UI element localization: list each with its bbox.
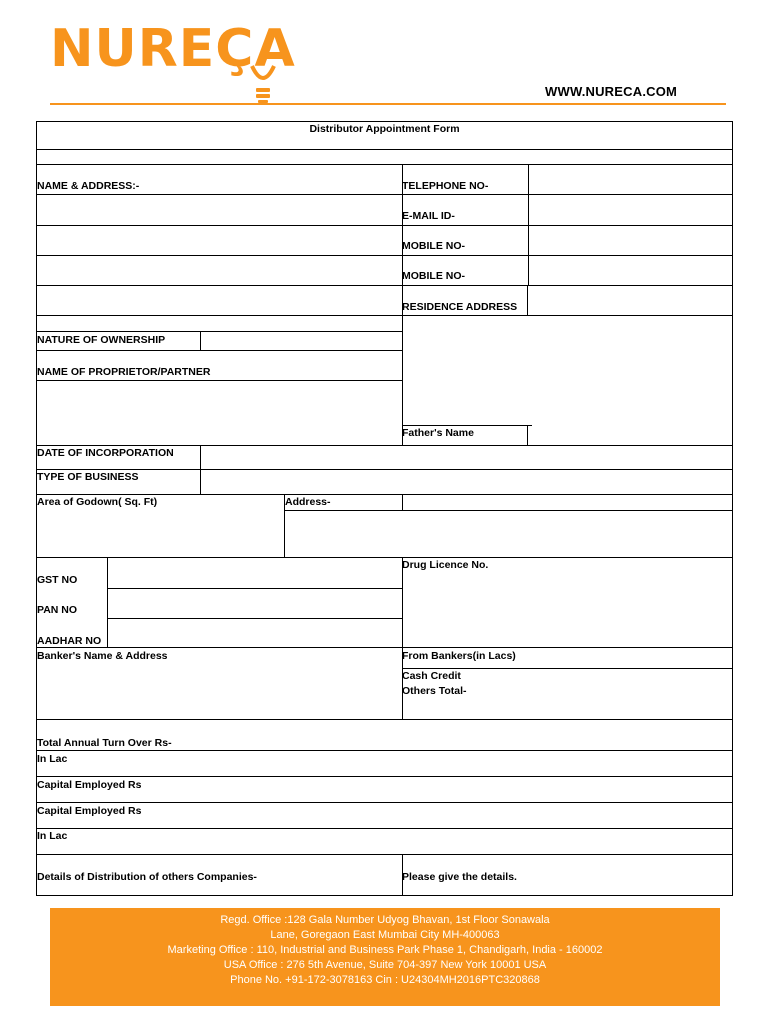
- ownership-label: NATURE OF OWNERSHIP: [37, 334, 166, 346]
- row-line: [107, 588, 402, 589]
- row-line: [37, 494, 732, 495]
- col-line: [200, 331, 201, 350]
- row-line: [37, 469, 732, 470]
- col-line: [402, 494, 403, 510]
- in-lac-label: In Lac: [37, 753, 68, 765]
- bulb-icon: [246, 64, 280, 106]
- row-line: [37, 331, 402, 332]
- row-line: [107, 618, 402, 619]
- aadhar-label: AADHAR NO: [37, 635, 102, 647]
- col-line: [402, 164, 403, 425]
- footer-line: Marketing Office : 110, Industrial and Business Park Phase 1, Chandigarh, India - 160002: [167, 944, 603, 956]
- address-label: Address-: [285, 496, 331, 508]
- cash-credit-label: Cash Credit: [402, 670, 461, 682]
- from-bankers-label: From Bankers(in Lacs): [402, 650, 516, 662]
- father-name-label: Father's Name: [402, 427, 474, 439]
- footer-line: USA Office : 276 5th Avenue, Suite 704-397 New York 10001 USA: [223, 959, 547, 971]
- capital-employed-label-2: Capital Employed Rs: [37, 805, 142, 817]
- row-line: [37, 854, 732, 855]
- header-divider: [50, 103, 726, 105]
- name-address-label: NAME & ADDRESS:-: [37, 180, 140, 192]
- website-link[interactable]: WWW.NURECA.COM: [545, 84, 678, 99]
- col-line: [200, 445, 201, 494]
- distribution-label: Details of Distribution of others Companies-: [37, 871, 257, 883]
- mobile-label: MOBILE NO-: [402, 240, 465, 252]
- incorporation-label: DATE OF INCORPORATION: [37, 447, 174, 459]
- others-total-label: Others Total-: [402, 685, 467, 697]
- footer-line: Lane, Goregaon East Mumbai City MH-400063: [270, 929, 500, 941]
- nureca-logo: [50, 18, 350, 90]
- proprietor-label: NAME OF PROPRIETOR/PARTNER: [37, 366, 211, 378]
- distributor-form: [36, 121, 733, 896]
- row-line: [37, 828, 732, 829]
- col-line: [527, 285, 528, 315]
- row-line: [37, 719, 732, 720]
- row-line: [37, 802, 732, 803]
- email-label: E-MAIL ID-: [402, 210, 455, 222]
- row-line: [37, 647, 732, 648]
- footer-line: Phone No. +91-172-3078163 Cin : U24304MH2016PTC320868: [230, 974, 540, 986]
- row-line: [37, 285, 732, 286]
- row-line: [37, 776, 732, 777]
- row-line: [284, 510, 732, 511]
- row-line: [37, 194, 732, 195]
- godown-label: Area of Godown( Sq. Ft): [37, 496, 158, 508]
- col-line: [107, 557, 108, 647]
- telephone-label: TELEPHONE NO-: [402, 180, 489, 192]
- banker-label: Banker's Name & Address: [37, 650, 168, 662]
- row-line: [37, 557, 732, 558]
- residence-address-label: RESIDENCE ADDRESS: [402, 301, 518, 313]
- drug-licence-label: Drug Licence No.: [402, 559, 489, 571]
- col-line: [527, 425, 528, 445]
- footer-line: Regd. Office :128 Gala Number Udyog Bhavan, 1st Floor Sonawala: [220, 914, 550, 926]
- row-line: [37, 315, 732, 316]
- row-line: [37, 750, 732, 751]
- turnover-label: Total Annual Turn Over Rs-: [37, 737, 172, 749]
- row-line: [37, 164, 732, 165]
- row-line: [402, 425, 532, 426]
- give-details-label: Please give the details.: [402, 871, 517, 883]
- in-lac-label-2: In Lac: [37, 830, 68, 842]
- row-line: [37, 255, 732, 256]
- row-line: [402, 668, 732, 669]
- capital-employed-label: Capital Employed Rs: [37, 779, 142, 791]
- footer-contact: [50, 908, 720, 1006]
- col-line: [528, 164, 529, 285]
- row-line: [37, 225, 732, 226]
- row-line: [37, 380, 402, 381]
- row-line: [37, 445, 732, 446]
- row-line: [37, 350, 402, 351]
- pan-label: PAN NO: [37, 604, 78, 616]
- gst-label: GST NO: [37, 574, 78, 586]
- form-title: Distributor Appointment Form: [309, 123, 460, 135]
- logo-text: NUREÇA: [50, 19, 296, 79]
- mobile-label-2: MOBILE NO-: [402, 270, 465, 282]
- business-type-label: TYPE OF BUSINESS: [37, 471, 139, 483]
- row-line: [37, 149, 732, 150]
